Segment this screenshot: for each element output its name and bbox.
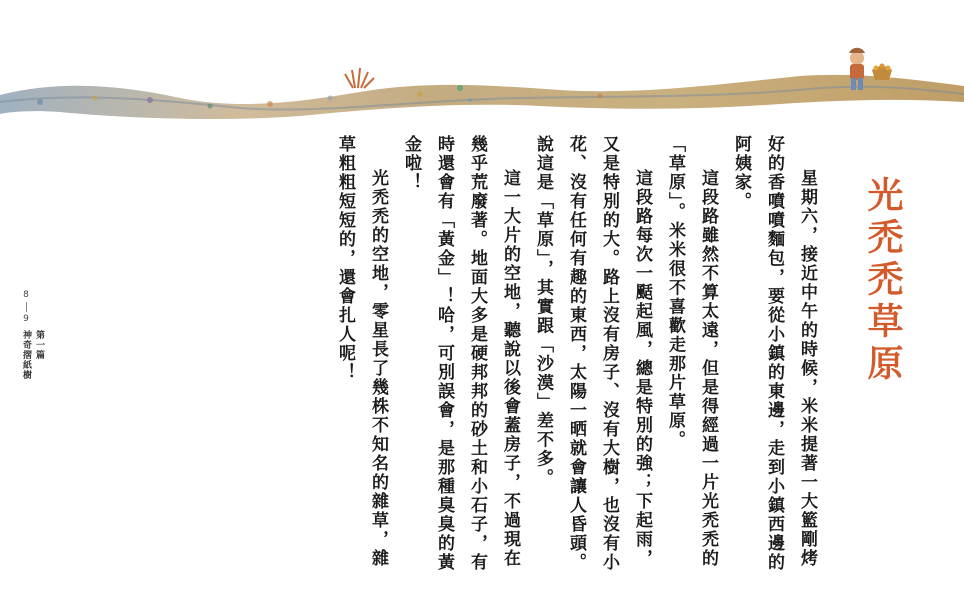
section-part: 第一篇 [34, 330, 44, 360]
page-numbers [16, 290, 36, 324]
section-running-head [20, 330, 46, 380]
page-number-left: 8 [23, 290, 29, 300]
grass-tuft [345, 68, 374, 88]
paragraph-5: 這一大片的空地，聽說以後會蓋房子，不過現在幾乎荒廢著。地面大多是硬邦邦的砂土和小石子，有時還會有「黃金」！哈，可別誤會，是那種臭臭的黃金啦！ [401, 135, 520, 572]
watercolor-landscape-strip [0, 40, 964, 130]
story-text [295, 135, 856, 575]
page-number-right: 9 [23, 314, 29, 324]
paragraph-4: 說這是「草原」，其實跟「沙漠」差不多。 [533, 135, 553, 488]
paragraph-3: 這段路每次一颳起風，總是特別的強；下起雨，又是特別的大。路上沒有房子、沒有大樹，也沒有小花、沒有任何有趣的東西，太陽一晒就會讓人昏頭。 [566, 135, 652, 572]
paragraph-1: 星期六，接近中午的時候，米米提著一大籃剛烤好的香噴噴麵包，要從小鎮的東邊，走到小鎮西邊的阿姨家。 [731, 135, 817, 572]
section-name: 神奇摺紙樹 [21, 330, 31, 380]
page-title: 光禿禿草原 [862, 176, 904, 386]
paragraph-2: 這段路雖然不算太遠，但是得經過一片光禿禿的「草原」。米米很不喜歡走那片草原。 [665, 135, 718, 568]
paragraph-6: 光禿禿的空地，零星長了幾株不知名的雜草，雜草粗粗短短的，還會扎人呢！ [335, 135, 388, 568]
page-number-divider [26, 302, 27, 312]
